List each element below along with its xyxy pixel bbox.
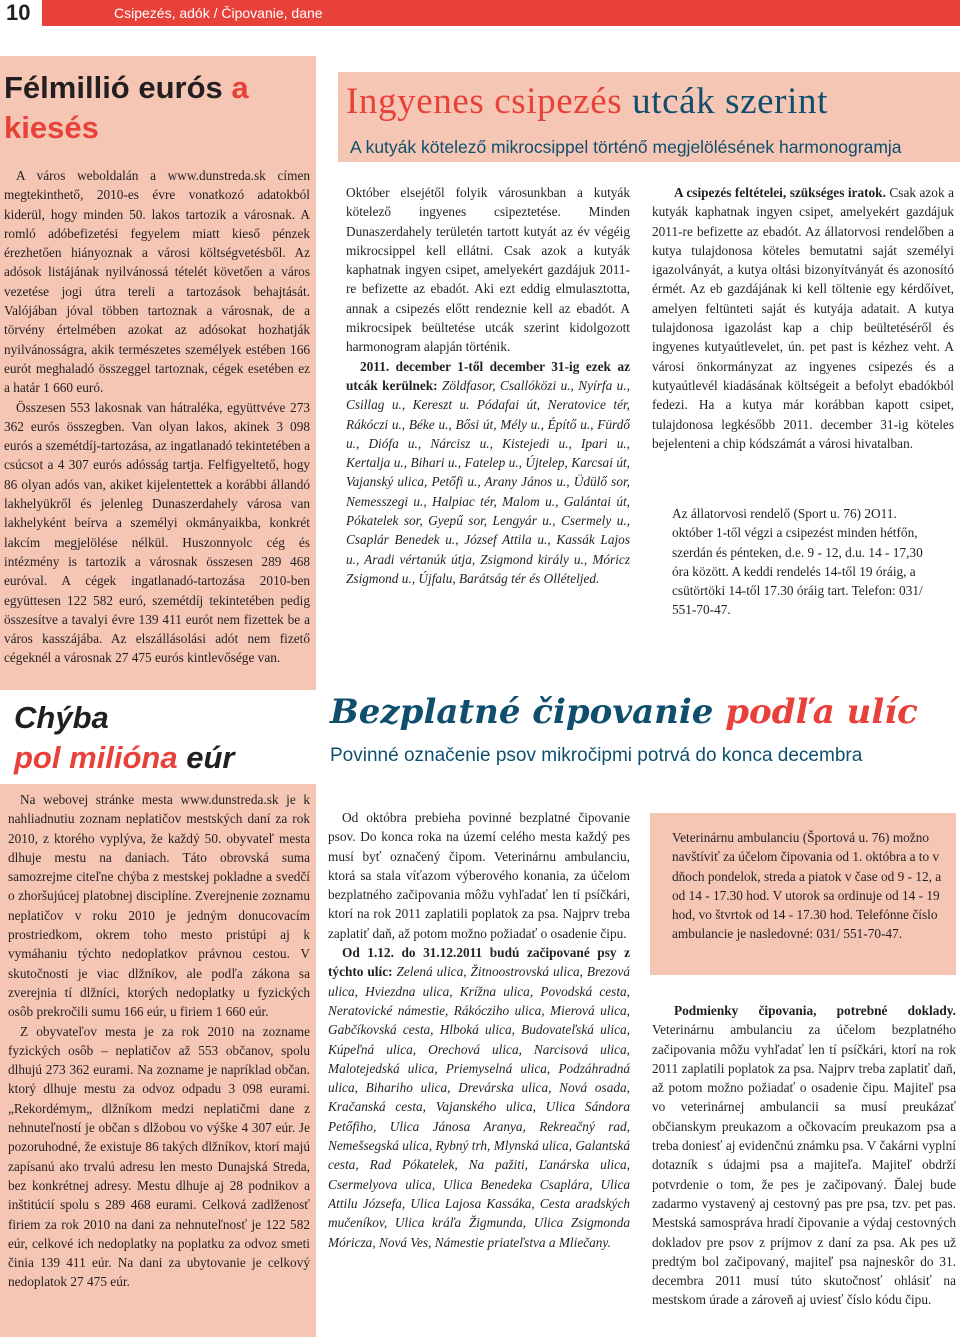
hu-banner-headline-blue: utcák szerint	[622, 81, 828, 122]
sk-conditions-paragraph	[652, 1001, 956, 1310]
hu-banner-subtitle: A kutyák kötelező mikrocsippel történő megjelölésének harmonogramja	[350, 137, 902, 157]
sk-date-range: Od 1.12. do 31.12.2011 budú začipované psy z týchto ulíc:	[328, 945, 630, 980]
hu-left-headline-part2: a	[231, 70, 249, 105]
sk-banner-headline-blue: Bezplatné čipovanie	[330, 692, 726, 732]
sk-conditions-body: Veterinárnu ambulanciu za účelom bezplatného začipovania môžu vyhľadať len tí psíčkári, ktorí na rok 2011 zaplatili poplatok za psa. Najprv treba zaplatiť daň, až potom možno požiadať o osadenie čipu. Majiteľ psa vo veterinárnej ambulancii sa musí preukázať občianskym preukazom a očkovacím preukazom psa a treba doniesť aj evidenčnú známku psa. V čakárni vyplní dotazník s údajmi psa a majiteľa. Majiteľ obdrží potvrdenie o tom, že pes je začipovaný. Ďalej bude zadarmo vystavený aj cestovný pas pre psa, tzv. pet pas. Mestská samospráva hradí čipovanie a výdaj cestovných dokladov pre psov z príjmov z daní za psa. Ak pes už predtým bol začipovaný, majiteľ psa najneskôr do 31. decembra 2011 musí túto skutočnosť ohlásiť na mestskom úrade a zároveň aj uviesť číslo kódu čipu.	[652, 1022, 956, 1308]
page-number: 10	[6, 0, 31, 25]
sk-left-headline-part2: pol milióna	[14, 740, 178, 775]
hu-left-article-body	[4, 166, 310, 690]
sk-middle-paragraph: Od októbra prebieha povinné bezplatné čipovanie psov. Do konca roka na území celého mesta každý pes musí byť označený čipom. Veterinárnu ambulanciu, ktorá sa stala víťazom výberového konania, za účelom bezplatného začipovania môžu vyhľadať len tí psíčkári, ktorí na rok 2011 zaplatili poplatok za psa. Najprv treba zaplatiť daň, až potom možno požiadať o osadenie čipu.	[328, 810, 630, 941]
sk-banner-subtitle: Povinné označenie psov mikročipmi potrvá do konca decembra	[330, 745, 863, 766]
hu-banner-headline	[346, 80, 956, 124]
sk-street-list	[328, 943, 630, 1252]
hu-middle-column	[346, 183, 630, 643]
sk-left-paragraph-2: Z obyvateľov mesta je za rok 2010 na zozname fyzických osôb – neplatičov až 553 občanov, spolu dlhujú 273 362 eurami. Na zozname je napríklad občan. ktorý dlhuje mestu za odvoz odpadu 3 098 eurami. „Rekordémym„ dlžníkom medzi neplatičmi dane z nehnuteľností je občan s dlžobou vo výške 4 307 eúr. Je pozoruhodné, že existuje 86 takých dlžníkov, ktorí majú zapísanú ako trvalú adresu len mesto Dunajská Streda, bez konkrétnej adresy. Mestu dlhuje aj 28 podnikov a inštitúcií spolu s 289 468 eurami. Celková zadlženosť firiem za rok 2010 na dani za nehnuteľnosť je 122 582 eúr, celkové ich nedoplatky na poplatku za odvoz smeti činia 139 411 eúr. Na dani za ubytovanie je celkový nedoplatok 27 475 eúr.	[8, 1023, 310, 1290]
sk-conditions-heading: Podmienky čipovania, potrebné doklady.	[674, 1003, 956, 1018]
hu-middle-paragraph: Október elsejétől folyik városunkban a kutyák kötelező ingyenes csipeztetése. Minden Dunaszerdahely területén tartott kutyát az év végéig mikrocsippel kell ellátni. Csak azok a kutyák kaphatnak ingyen csipet, amelyekért gazdájuk 2011-re befizette az ebadót. Aki ezt eddig elmulasztotta, annak a csipezés előtt rendeznie kell az ebadót. A mikrocsipek beültetése utcák szerint kidolgozott harmonogram alapján történik.	[346, 185, 630, 355]
sk-left-headline	[14, 698, 314, 778]
hu-conditions-heading: A csipezés feltételei, szükséges iratok.	[674, 185, 886, 200]
hu-left-headline-part3: kiesés	[4, 110, 99, 145]
sk-left-headline-part1: Chýba	[14, 700, 109, 735]
sk-right-column	[652, 1001, 956, 1331]
hu-left-paragraph-1: A város weboldalán a www.dunstreda.sk címen megtekinthető, 2010-es évre vonatkozó adatokból kiderül, hogy minden 50. lakos tartozik a városnak. A romló adóbefizetési fegyelem miatt kieső pénzek érezhetően hiányoznak a városi költségvetésből. Az adósok listájának nyilvánossá tételét követően a város vezetése jogi útra tereli a tartozások behajtását. Valójában jóval többen tartoznak a városnak, de a törvény értelmében azokat az adósokat hozhatják nyilvánosságra, akik természetes személyek estében 166 eurót meghaladó összeggel tartoznak, cégek esetében ez a határ 1 660 euró.	[4, 168, 310, 396]
sk-left-paragraph-1: Na webovej stránke mesta www.dunstreda.sk je k nahliadnutiu zoznam neplatičov mestských daní za rok 2010, z ktorého vyplýva, že každý 50. obyvateľ mesta dlhuje mestu na daniach. Táto obrovská suma samozrejme citeľne chýba z mestskej pokladne a svedčí o zhoršujúcej platobnej disciplíne. Zverejnenie zoznamu neplatičov v roku 2010 je jedným donucovacím prostriedkom, okrem toho mesto pristúpi aj k vymáhaniu týchto nedoplatkov právnou cestou. V skutočnosti je viac dlžníkov, ale podľa zákona sa zverejnia tí dlžníci, ktorých nedoplatky u fyzických osôb prekročili sumu 166 eúr, u firiem 1 660 eúr.	[8, 792, 310, 1020]
hu-street-list	[346, 357, 630, 589]
hu-left-headline	[4, 68, 314, 148]
hu-date-range: 2011. december 1-től december 31-ig ezek az utcák kerülnek:	[346, 358, 630, 393]
sk-vet-info: Veterinárnu ambulanciu (Športová u. 76) možno navštíviť za účelom čipovania od 1. októbra a to v dňoch pondelok, streda a piatok v čase od 9 - 12, a od 14 - 17.30 hod. V utorok sa ordinuje od 14 - 19 hod, vo štvrtok od 14 - 17.30 hod. Telefónne číslo ambulancie je nasledovné: 031/ 551-70-47.	[672, 830, 942, 942]
sk-banner-headline	[330, 690, 960, 734]
sk-banner-headline-red: podľa ulíc	[725, 692, 918, 732]
sk-streets: Zelená ulica, Žitnoostrovská ulica, Brezová ulica, Hviezdna ulica, Krížna ulica, Povodská cesta, Neratovické námestie, Rákócziho ulica, Mierová ulica, Gabčíkovská cesta, Hlboká ulica, Budovateľská ulica, Kúpeľná ulica, Orechová ulica, Narcisová ulica, Malotejedská ulica, Priemyselná ulica, Podzáhradná ulica, Bihariho ulica, Drevárska ulica, Nová osada, Kračanská cesta, Vajanského ulica, Ulica Sándora Petőfiho, Ulica Jánosa Aranya, Rekreačný rad, Nemešsegská ulica, Rybný trh, Mlynská ulica, Galantská cesta, Rad Pókatelek, Na pažiti, Ľanárska ulica, Csermelyova ulica, Ulica Benedeka Csaplára, Ulica Attilu Józsefa, Ulica Lajosa Kassáka, Cesta aradských mučeníkov, Ulica kráľa Žigmunda, Ulica Zsigmonda Móricza, Nová Ves, Námestie priateľstva a Mliečany.	[328, 964, 630, 1250]
hu-right-column	[652, 183, 954, 473]
sk-middle-column	[328, 808, 630, 1330]
sk-left-article-body	[8, 790, 310, 1328]
section-header: Csipezés, adók / Čipovanie, dane	[42, 0, 960, 26]
hu-left-headline-part1: Félmillió eurós	[4, 70, 232, 105]
hu-conditions-body: Csak azok a kutyák kaphatnak ingyen csipet, amelyekért gazdájuk 2011-re befizette az ebadót. Az állatorvosi rendelőben a kutya tulajdonosa köteles bemutatni saját személyi igazolványát, a kutya oltási bizonyítványát és azonosító érmét. Az eb gazdájának ki kell töltenie egy kérdőívet, amelyen feltünteti saját és kutyája adatait. A kutya tulajdonosa igazolást kap a chip beültetéséről és ingyenes kutyaútlevelet, ún. pet past is kézhez veht. A városi önkormányzat az ingyenes csipezés és a kutyaútlevél kiadásának költségeit a befolyt ebadókból fedezi. Ha a kutya már korábban kapott csipet, tulajdonosa legkésőbb 2011. december 31-ig köteles bejelenteni a chip kódszámát a városi hivatalban.	[652, 185, 954, 451]
hu-streets: Zöldfasor, Csallóközi u., Nyírfa u., Csillag u., Kereszt u. Pódafai út, Neratovice tér, Rákóczi u., Béke u., Bősi út, Mély u., Építő u., Fürdő u., Diófa u., Nárcisz u., Kistejedi u., Ipari u., Kertalja u., Bihari u., Fatelep u., Újtelep, Karcsai út, Vajanský ulica, Petőfi u., Arany János u., Üdülő sor, Nemesszegi u., Halpiac tér, Malom u., Galántai út, Pókatelek sor, Gyepű sor, Lengyár u., Csermely u., Csaplár Benedek u., József Attila u., Kassák Lajos u., Aradi vértanúk útja, Zsigmond király u., Móricz Zsigmond u., Újfalu, Barátság tér és Ollételjed.	[346, 377, 630, 586]
hu-conditions-paragraph	[652, 183, 954, 453]
sk-left-headline-part3: eúr	[177, 740, 235, 775]
hu-left-paragraph-2: Összesen 553 lakosnak van hátraléka, együttvéve 273 362 eurós összegben. Van olyan lakos, akinek 3 098 eurós a szemétdíj-tartozása, az ingatlanadó tekintetében a csúcsot a 4 307 eurós adósság tartja. Felfigyeltető, hogy 86 olyan adós van, akiket kijelentettek a korábbi állandó lakhelyükről és jelenleg Dunaszerdahely városa van lakhelyként beírva a személyi okmányaikba, konkrét lakcím megjelölése nélkül. Huszonnyolc cég és intézmény is tartozik a városnak összesen 289 468 euróval. A cégek ingatlanadó-tartozása 2010-ben együttesen 122 582 euró, szemétdíj tekintetében pedig összesítve a tavalyi évre 139 411 eurót nem fizettek be a város kasszájába. Az elszállásolási adót nem fizető cégeknél a városnak 27 475 eurós kintlevősége van.	[4, 399, 310, 666]
hu-vet-info: Az állatorvosi rendelő (Sport u. 76) 2O11. október 1-től végzi a csipezést minden hétfőn, szerdán és pénteken, d.e. 9 - 12, d.u. 14 - 17,30 óra között. A keddi rendelés 14-től 19 óráig, a csütörtöki 14-től 17.30 óráig tart. Telefon: 031/ 551-70-47.	[672, 506, 923, 618]
hu-banner-headline-red: Ingyenes csipezés	[346, 81, 623, 122]
